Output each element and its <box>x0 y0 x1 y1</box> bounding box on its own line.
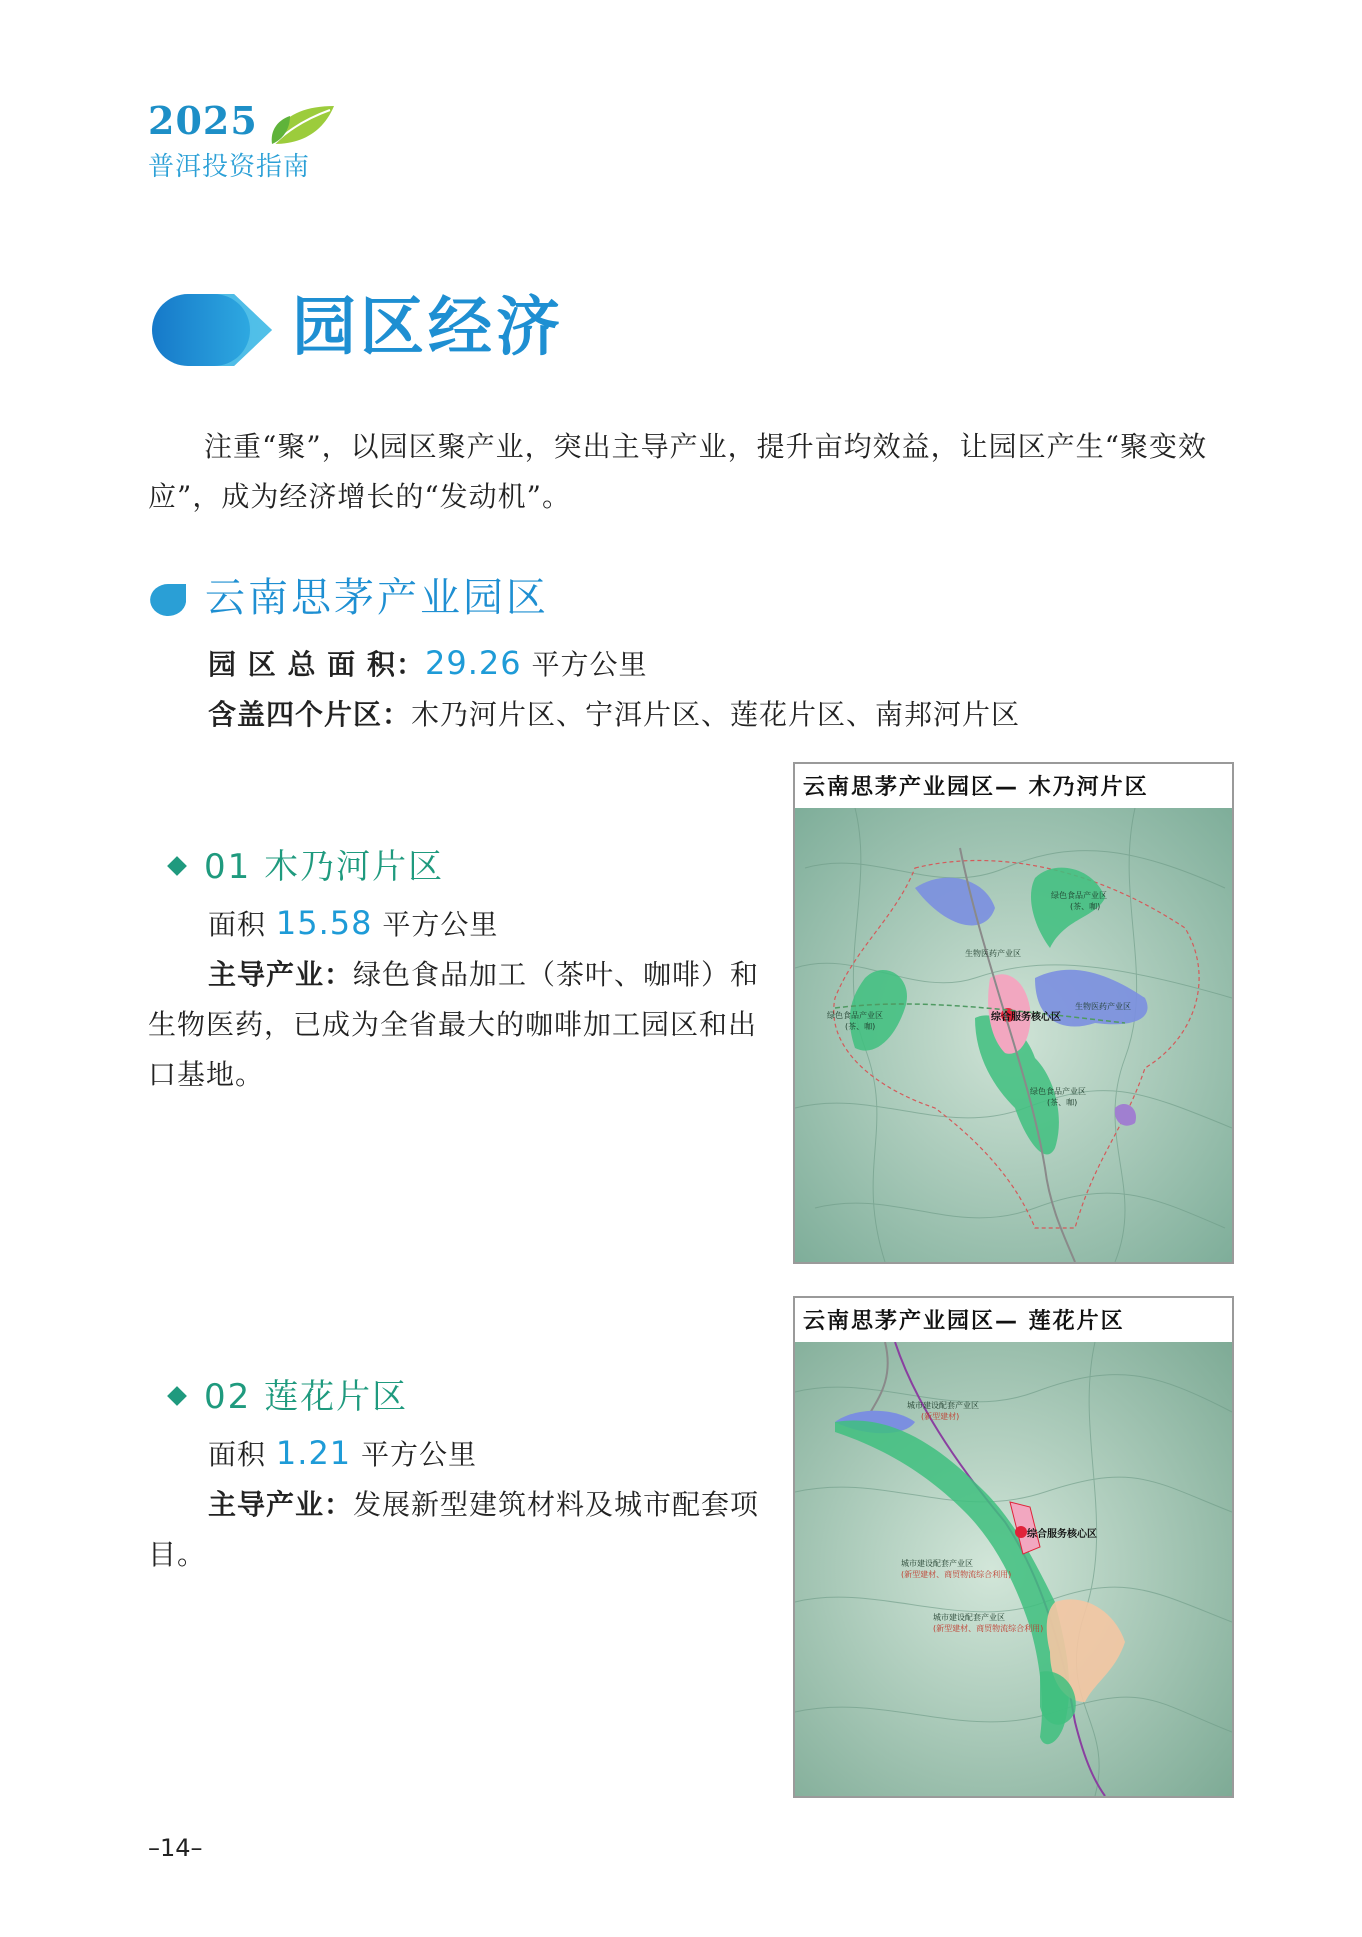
diamond-bullet-icon <box>167 856 187 876</box>
map1-label-core: 综合服务核心区 <box>991 1012 1061 1023</box>
zone2-title-text: 02 莲花片区 <box>204 1377 409 1417</box>
page-number: –14– <box>148 1834 203 1862</box>
park-zones-line <box>208 690 1020 740</box>
zone2-industry-text: 发展新型建筑材料及城市配套项目。 <box>148 1488 760 1571</box>
map2-label-city-north-sub: (新型建材) <box>921 1412 960 1421</box>
map2-title: 云南思茅产业园区— 莲花片区 <box>803 1309 1125 1334</box>
zone1-industry-paragraph <box>148 950 768 1100</box>
zone2-industry-paragraph <box>148 1480 768 1580</box>
map2-label-city-mid-sub: (新型建材、商贸物流综合利用) <box>901 1570 1012 1579</box>
zone1-industry-label: 主导产业： <box>208 958 354 991</box>
zone1-area-line <box>208 898 498 950</box>
map1-label-green-food-ne: 绿色食品产业区 <box>1051 891 1107 900</box>
park-area-unit: 平方公里 <box>521 648 648 681</box>
zone1-industry-text: 绿色食品加工（茶叶、咖啡）和生物医药，已成为全省最大的咖啡加工园区和出口基地。 <box>148 958 760 1091</box>
map2-canvas <box>795 1342 1232 1796</box>
brand-subtitle: 普洱投资指南 <box>148 152 311 182</box>
map1-terrain <box>795 808 1232 1262</box>
zone1-area-prefix: 面积 <box>208 908 276 941</box>
map2-label-city-south-sub: (新型建材、商贸物流综合利用) <box>933 1624 1044 1633</box>
map1-title: 云南思茅产业园区— 木乃河片区 <box>803 775 1149 800</box>
map1-label-green-food-s: 绿色食品产业区 <box>1030 1087 1086 1096</box>
map1-label-green-food-s-sub: (茶、咖) <box>1047 1098 1078 1107</box>
map-munaihe <box>793 762 1234 1264</box>
park-area-line <box>208 638 648 690</box>
map1-label-bio-north: 生物医药产业区 <box>965 949 1021 958</box>
map2-label-core: 综合服务核心区 <box>1027 1529 1097 1540</box>
section-heading-icon <box>148 290 276 370</box>
map2-label-city-south: 城市建设配套产业区 <box>933 1613 1005 1622</box>
park-area-label: 园 区 总 面 积： <box>208 648 425 681</box>
leaf-logo-icon <box>268 100 338 148</box>
zone2-area-unit: 平方公里 <box>351 1438 478 1471</box>
map2-terrain <box>795 1342 1232 1796</box>
zone1-title-text: 01 木乃河片区 <box>204 847 445 887</box>
park-heading-icon <box>148 582 188 618</box>
park-title: 云南思茅产业园区 <box>205 575 549 621</box>
zone1-area-value: 15.58 <box>275 904 373 942</box>
zone2-area-prefix: 面积 <box>208 1438 276 1471</box>
zone2-area-value: 1.21 <box>275 1434 352 1472</box>
map1-label-green-food-ne-sub: (茶、咖) <box>1070 902 1101 911</box>
intro-paragraph: 注重“聚”，以园区聚产业，突出主导产业，提升亩均效益，让园区产生“聚变效应”，成为经济增长的“发动机”。 <box>148 430 1207 513</box>
map1-label-bio-east: 生物医药产业区 <box>1075 1002 1131 1011</box>
map-lianhua <box>793 1296 1234 1798</box>
zone2-industry-label: 主导产业： <box>208 1488 354 1521</box>
map1-canvas <box>795 808 1232 1262</box>
park-zones-value: 木乃河片区、宁洱片区、莲花片区、南邦河片区 <box>411 698 1021 731</box>
brand-year: 2025 <box>148 98 258 143</box>
map2-label-city-mid: 城市建设配套产业区 <box>901 1559 973 1568</box>
map1-label-green-food-w-sub: (茶、咖) <box>845 1022 876 1031</box>
diamond-bullet-icon <box>167 1386 187 1406</box>
zone2-title <box>170 1375 408 1419</box>
zone2-area-line <box>208 1428 477 1480</box>
section-title: 园区经济 <box>292 291 564 365</box>
zone1-title <box>170 845 444 889</box>
park-area-value: 29.26 <box>425 644 522 682</box>
map1-label-green-food-w: 绿色食品产业区 <box>827 1011 883 1020</box>
map2-label-city-north: 城市建设配套产业区 <box>907 1401 979 1410</box>
park-zones-label: 含盖四个片区： <box>208 698 412 731</box>
zone1-area-unit: 平方公里 <box>372 908 499 941</box>
